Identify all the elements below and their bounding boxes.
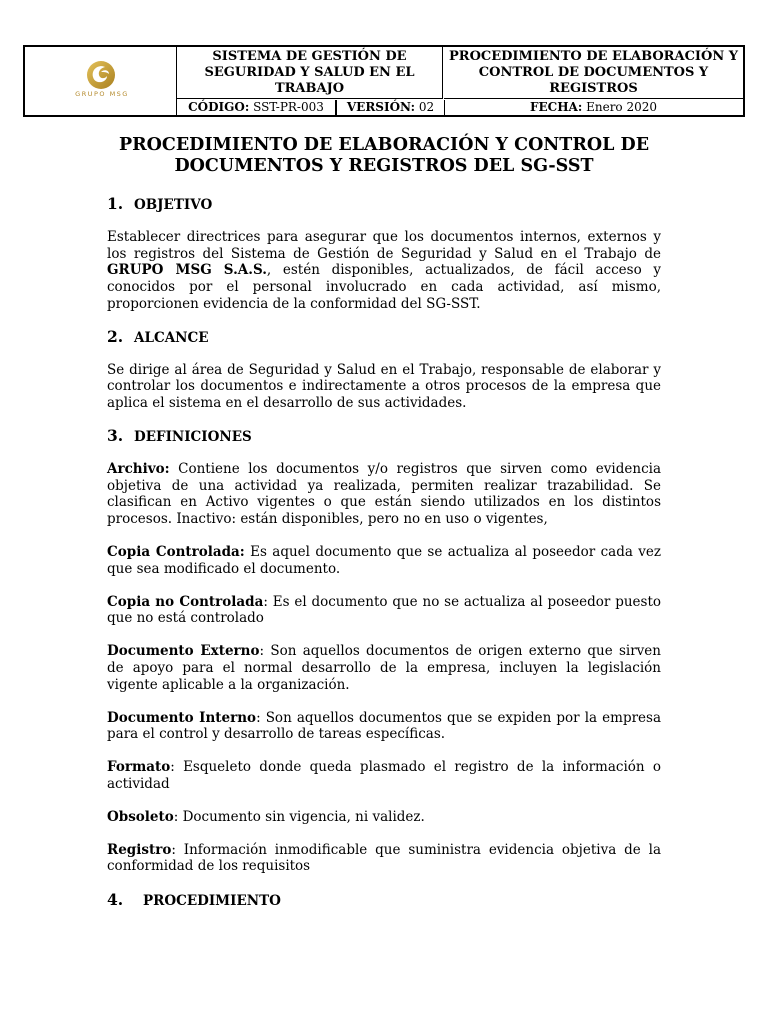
- definition-item: [107, 809, 661, 826]
- objetivo-text-b: , estén disponibles, actualizados, de fácil acceso y conocidos por el personal involucrado en cada actividad, así mismo, proporcionen evidencia de la conformidad del SG-SST.: [107, 262, 661, 312]
- logo-text: GRUPO MSG: [75, 90, 129, 98]
- definition-text: : Son aquellos documentos que se expiden por la empresa para el control y desarrollo de tareas específicas.: [107, 709, 662, 743]
- definition-text: : Información inmodificable que suministra evidencia objetiva de la conformidad de los requisitos: [107, 841, 661, 875]
- section-title: PROCEDIMIENTO: [143, 893, 281, 910]
- definition-text: : Esqueleto donde queda plasmado el registro de la información o actividad: [107, 759, 661, 792]
- alcance-paragraph: Se dirige al área de Seguridad y Salud en el Trabajo, responsable de elaborar y controlar los documentos e indirectamente a otros procesos de la empresa que aplica el sistema en el desarrollo de sus actividades.: [107, 361, 661, 412]
- code-cell: [177, 100, 336, 115]
- system-title-cell: SISTEMA DE GESTIÓN DE SEGURIDAD Y SALUD EN EL TRABAJO: [177, 47, 443, 99]
- objetivo-paragraph: [107, 229, 661, 313]
- definition-term: Formato: [107, 759, 171, 776]
- definition-text: : Son aquellos documentos de origen externo que sirven de apoyo para el normal desarrollo de la empresa, incluyen la legislación vigente aplicable a la organización.: [107, 643, 661, 693]
- definition-term: Obsoleto: [107, 808, 174, 825]
- definition-item: [107, 643, 661, 693]
- code-value: SST-PR-003: [253, 100, 324, 114]
- definition-term: Registro: [107, 841, 172, 858]
- section-title: ALCANCE: [134, 329, 209, 346]
- section-title: OBJETIVO: [134, 197, 213, 213]
- definition-item: [107, 759, 661, 793]
- objetivo-text-a: Establecer directrices para asegurar que los documentos internos, externos y los registros del Sistema de Gestión de Seguridad y Salud en el Trabajo de: [107, 228, 661, 262]
- version-label: VERSIÓN:: [346, 100, 416, 114]
- definition-term: Copia no Controlada: [107, 593, 264, 610]
- logo-cell: [25, 47, 177, 115]
- version-value: 02: [418, 100, 435, 114]
- date-label: FECHA:: [529, 100, 583, 114]
- definition-text: : Es el documento que no se actualiza al poseedor puesto que no está controlado: [107, 593, 662, 627]
- document-title: PROCEDIMIENTO DE ELABORACIÓN Y CONTROL DE DOCUMENTOS Y REGISTROS DEL SG-SST: [118, 135, 650, 176]
- definition-text: Es aquel documento que se actualiza al poseedor cada vez que sea modificado el documento.: [107, 543, 661, 577]
- definition-item: [107, 461, 661, 528]
- version-cell: [336, 100, 445, 115]
- definition-item: [107, 594, 661, 628]
- definition-text: : Documento sin vigencia, ni validez.: [173, 808, 425, 825]
- definition-item: [107, 842, 661, 876]
- section-number: 1.: [107, 194, 124, 213]
- section-number: 2.: [107, 326, 124, 346]
- procedure-title-cell: PROCEDIMIENTO DE ELABORACIÓN Y CONTROL DE DOCUMENTOS Y REGISTROS: [444, 47, 743, 99]
- code-label: CÓDIGO:: [188, 100, 250, 114]
- section-heading-objetivo: [107, 196, 661, 214]
- definition-term: Documento Externo: [107, 643, 260, 660]
- definition-item: [107, 710, 661, 744]
- document-body: [107, 135, 661, 910]
- section-number: 3.: [107, 425, 124, 445]
- definition-term: Copia Controlada:: [107, 543, 245, 560]
- definition-item: [107, 544, 661, 578]
- company-name: GRUPO MSG S.A.S.: [107, 262, 267, 279]
- section-heading-definiciones: [107, 425, 661, 446]
- section-heading-procedimiento: [107, 892, 661, 910]
- document-header-table: [23, 45, 745, 117]
- definition-term: Archivo:: [107, 460, 170, 477]
- section-heading-alcance: [107, 326, 661, 347]
- definition-term: Documento Interno: [107, 709, 257, 726]
- date-value: Enero 2020: [586, 100, 658, 114]
- date-cell: [444, 100, 743, 115]
- section-number: 4.: [107, 890, 124, 910]
- section-title: DEFINICIONES: [134, 428, 252, 445]
- definition-text: Contiene los documentos y/o registros que sirven como evidencia objetiva de una actividad ya realizada, permiten realizar trazabilidad. Se clasifican en Activo vigentes o que están siendo utilizados en los distintos procesos. Inactivo: están disponibles, pero no en uso o vigentes,: [107, 460, 661, 528]
